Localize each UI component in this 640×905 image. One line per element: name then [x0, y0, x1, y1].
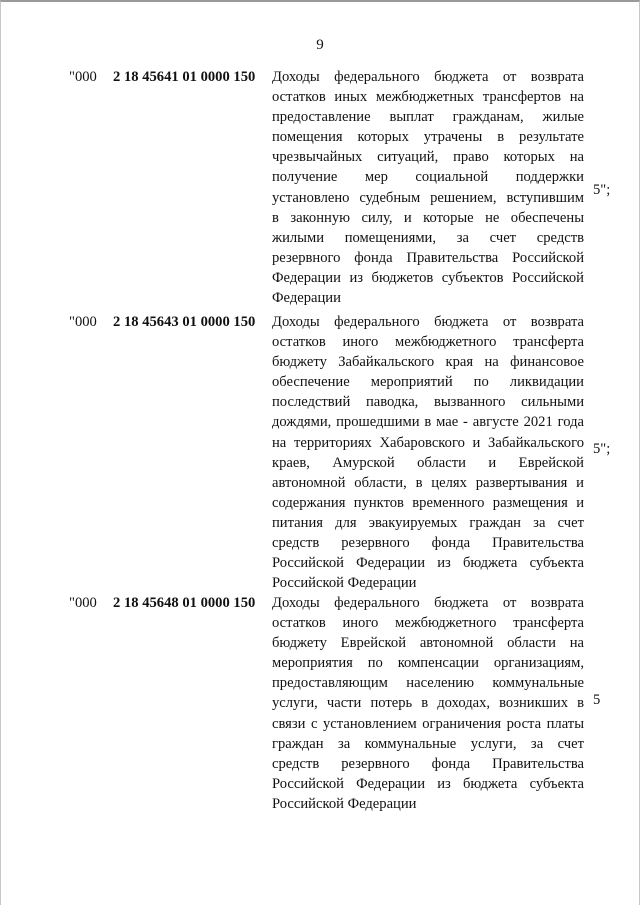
description-line: остатков иного межбюджетного трансферта: [272, 334, 584, 351]
description-line: Российской Федерации: [272, 575, 417, 592]
description-line: Российской Федерации: [272, 795, 417, 812]
entry-prefix: "000: [69, 314, 97, 330]
description-line: средств резервного фонда Правительства: [272, 535, 584, 552]
description-line: услуги, части потерь в доходах, возникших в: [272, 695, 584, 712]
description-line: остатков иных межбюджетных трансфертов на: [272, 89, 584, 106]
description-line: помещения которых утрачены в результате: [272, 129, 584, 146]
entry-amount: 5: [593, 692, 601, 708]
description-line: краев, Амурской области и Еврейской: [272, 454, 584, 471]
description-line: резервного фонда Правительства Российской: [272, 249, 584, 266]
entry-description: [272, 312, 584, 593]
description-line: последствий паводка, вызванного сильными: [272, 394, 584, 411]
description-line: питания для эвакуируемых граждан за счет: [272, 514, 584, 531]
description-line: Российской Федерации из бюджета субъекта: [272, 555, 584, 572]
description-line: жилыми помещениями, за счет средств: [272, 229, 584, 246]
description-line: бюджету Забайкальского края на финансовое: [272, 354, 584, 371]
description-line: Доходы федерального бюджета от возврата: [272, 314, 584, 330]
entry-prefix: "000: [69, 595, 97, 611]
entry-prefix: "000: [69, 69, 97, 85]
description-line: получение мер социальной поддержки: [272, 169, 584, 186]
description-line: средств резервного фонда Правительства: [272, 755, 584, 772]
description-line: предоставляющим населению коммунальные: [272, 675, 584, 692]
description-line: Доходы федерального бюджета от возврата: [272, 69, 584, 85]
description-line: обеспечение мероприятий по ликвидации: [272, 374, 584, 391]
description-line: граждан за коммунальные услуги, за счет: [272, 735, 584, 752]
description-line: мероприятия по компенсации организациям,: [272, 655, 584, 672]
budget-classification-code: 2 18 45648 01 0000 150: [113, 595, 256, 611]
entry-description: [272, 67, 584, 308]
description-line: Российской Федерации из бюджета субъекта: [272, 775, 584, 792]
description-line: предоставление выплат гражданам, жилые: [272, 109, 584, 126]
description-line: содержания пунктов временного размещения и: [272, 494, 584, 511]
description-line: установлено судебным решением, вступившим: [272, 189, 584, 206]
entry-description: [272, 593, 584, 814]
description-line: Федерации: [272, 290, 341, 307]
description-line: дождями, прошедшими в мае - августе 2021 года: [272, 414, 584, 431]
description-line: связи с установлением ограничения роста платы: [272, 715, 584, 732]
entry-amount: 5";: [593, 182, 611, 198]
description-line: на территориях Хабаровского и Забайкальского: [272, 434, 584, 451]
description-line: автономной области, в целях развертывания и: [272, 474, 584, 491]
description-line: Доходы федерального бюджета от возврата: [272, 595, 584, 611]
description-line: в законную силу, и которые не обеспечены: [272, 209, 584, 226]
description-line: бюджету Еврейской автономной области на: [272, 635, 584, 652]
description-line: Федерации из бюджетов субъектов Российской: [272, 269, 584, 286]
budget-classification-code: 2 18 45641 01 0000 150: [113, 69, 256, 85]
budget-classification-code: 2 18 45643 01 0000 150: [113, 314, 256, 330]
description-line: чрезвычайных ситуаций, право которых на: [272, 149, 584, 166]
page-number: 9: [316, 37, 324, 53]
entry-amount: 5";: [593, 441, 611, 457]
description-line: остатков иного межбюджетного трансферта: [272, 615, 584, 632]
